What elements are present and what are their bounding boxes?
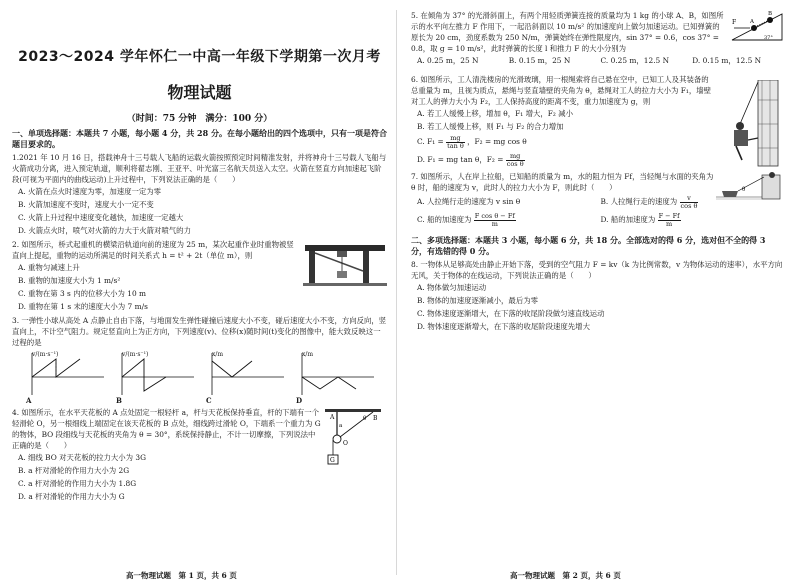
option-a: A. 0.25 m，25 N bbox=[417, 56, 479, 65]
footer-left: 高一物理试题 第 1 页，共 6 页 bbox=[126, 571, 237, 580]
question-stem: 4. 如图所示，在水平天花板的 A 点处固定一根轻杆 a，杆与天花板保持垂直，杆的下端有一个轻滑轮 O，另一根细线上端固定在该天花板的 B 点处，细线跨过滑轮 O，下端系一个重力为 G 的物体，BO 段细线与天花板的夹角为 θ = 30°，系统保持静止，不计一切摩擦，下列说法中正确的是（ ） bbox=[12, 408, 321, 450]
question-6 bbox=[411, 74, 784, 169]
option-b-fraction bbox=[680, 195, 699, 210]
graph-d-plot bbox=[296, 351, 376, 399]
option-a: A. 物体做匀加速运动 bbox=[417, 283, 487, 292]
option-d-num: mg bbox=[506, 153, 525, 161]
window-cleaner-figure bbox=[718, 80, 780, 168]
option-c-num: mg bbox=[446, 135, 465, 143]
section-desc: ：本题共 3 小题，每小题 6 分，共 18 分。全部选对的得 6 分，选对但不全的得 3 分，有选错的得 0 分。 bbox=[411, 235, 766, 256]
graph-b-label: B bbox=[116, 396, 122, 405]
option-a: A. 细线 BO 对天花板的拉力大小为 3G bbox=[18, 453, 147, 462]
question-4 bbox=[12, 407, 387, 503]
section-desc: ：本题共 7 小题，每小题 4 分，共 28 分。在每小题给出的四个选项中，只有一项是符合题目要求的。 bbox=[12, 128, 387, 149]
graph-c-plot bbox=[206, 351, 286, 399]
pulley-label-rod: a bbox=[339, 423, 343, 429]
question-7-options-cd bbox=[411, 211, 784, 229]
option-d: D. 火箭点火时，喷气对火箭的力大于火箭对喷气的力 bbox=[18, 226, 191, 235]
graph-c bbox=[206, 351, 286, 405]
option-b: B. 0.15 m，25 N bbox=[508, 56, 571, 65]
footer-right: 高一物理试题 第 2 页，共 6 页 bbox=[510, 571, 621, 580]
option-c-prefix: C. 船的加速度为 bbox=[417, 215, 472, 224]
option-b-num: v bbox=[680, 195, 699, 203]
section-single-choice bbox=[12, 128, 387, 150]
incline-label-b: B bbox=[768, 11, 773, 17]
incline-figure bbox=[730, 10, 784, 44]
incline-label-f: F bbox=[732, 19, 737, 26]
crane-figure bbox=[303, 241, 387, 287]
option-d-prefix: D. F₁ = mg tan θ，F₂ = bbox=[417, 155, 504, 164]
option-a: A. 火箭在点火时速度为零，加速度一定为零 bbox=[18, 187, 162, 196]
pulley-figure bbox=[323, 407, 383, 469]
graph-d-axis: x/m bbox=[302, 351, 314, 358]
section-title: 二、多项选择题 bbox=[411, 236, 467, 245]
pulley-label-g: G bbox=[330, 457, 335, 464]
option-a: A. 人拉绳行走的速度为 v sin θ bbox=[417, 197, 521, 206]
exam-subject: 物理试题 bbox=[167, 83, 232, 102]
question-stem: 7. 如图所示，人在岸上拉船，已知船的质量为 m，水的阻力恒为 Ff，当轻绳与水面的夹角为 θ 时，船的速度为 v，此时人的拉力大小为 F，则此时（ ） bbox=[411, 172, 714, 192]
pulley-label-theta: θ bbox=[363, 416, 367, 422]
option-d-num: F − Ff bbox=[658, 211, 680, 220]
option-b: B. 若工人缓慢上移，则 F₁ 与 F₂ 的合力增加 bbox=[417, 122, 564, 131]
option-d-fraction bbox=[658, 213, 681, 228]
graph-a-label: A bbox=[26, 396, 32, 405]
question-stem: 1.2021 年 10 月 16 日，搭载神舟十三号载人飞船的运载火箭按照预定时间精准发射，并将神舟十三号载人飞船与火箭成功分离，进入预定轨道，顺利将翟志刚、王亚平、叶光富三名航天员送入太空。火箭在竖直方向加速起飞阶段(可视为平面内的曲线运动)上升过程中，下列说法正确的是（ ） bbox=[12, 153, 387, 184]
option-c bbox=[417, 211, 601, 229]
option-c-fraction bbox=[474, 213, 516, 228]
option-d-fraction bbox=[506, 153, 525, 168]
exam-meta: （时间：75 分钟 满分：100 分） bbox=[126, 114, 273, 124]
option-d: D. 0.15 m，12.5 N bbox=[692, 56, 762, 65]
incline-label-a: A bbox=[750, 19, 754, 25]
option-d: D. 物体速度逐渐增大，在下落的收尾阶段速度先增大 bbox=[417, 322, 590, 331]
question-2 bbox=[12, 239, 387, 313]
graph-b-plot bbox=[116, 351, 196, 399]
exam-title: 2023～2024 学年怀仁一中高一年级下学期第一次月考 bbox=[18, 49, 381, 65]
question-stem: 6. 如图所示，工人清洗楼房的光滑玻璃，用一根绳索将自己悬在空中，已知工人及其装备的总重量为 m，且视为质点，悬绳与竖直墙壁的夹角为 θ，悬绳对工人的拉力大小为 F₁，墙壁对工人的弹力大小为 F₂，工人保持高度的距离不变，重力加速度为 g，则 bbox=[411, 75, 712, 106]
graph-c-label: C bbox=[206, 396, 212, 405]
option-b-prefix: B. 人拉绳行走的速度为 bbox=[600, 197, 678, 206]
pulley-label-a: A bbox=[330, 414, 335, 421]
incline-label-angle: 37° bbox=[764, 35, 773, 41]
boat-figure bbox=[716, 171, 782, 201]
option-b: B. 火箭加速度不变时，速度大小一定不变 bbox=[18, 200, 154, 209]
graph-d bbox=[296, 351, 376, 405]
question-5-options bbox=[411, 54, 784, 68]
option-c: C. a 杆对滑轮的作用力大小为 1.8G bbox=[18, 479, 137, 488]
option-d: D. a 杆对滑轮的作用力大小为 G bbox=[18, 492, 125, 501]
graph-a bbox=[26, 351, 106, 405]
question-3 bbox=[12, 315, 387, 405]
option-d-den: m bbox=[666, 219, 673, 228]
graph-b bbox=[116, 351, 196, 405]
graph-options bbox=[12, 351, 387, 405]
option-c-suffix: ，F₂ = mg cos θ bbox=[467, 137, 527, 146]
section-multi-choice bbox=[411, 235, 784, 257]
graph-d-label: D bbox=[296, 396, 303, 405]
option-b-den: cos θ bbox=[680, 201, 698, 210]
boat-label-theta: θ bbox=[742, 187, 746, 193]
question-5 bbox=[411, 10, 784, 68]
graph-c-axis: x/m bbox=[212, 351, 224, 358]
option-d bbox=[601, 211, 785, 229]
option-a: A. 若工人缓慢上移，增加 θ，F₁ 增大，F₂ 减小 bbox=[417, 109, 573, 118]
option-b: B. 重物的加速度大小为 1 m/s² bbox=[18, 276, 121, 285]
option-c-prefix: C. F₁ = bbox=[417, 137, 444, 146]
option-c-num: F cos θ − Ff bbox=[474, 211, 515, 220]
option-d-den: cos θ bbox=[506, 159, 524, 168]
option-b: B. 物体的加速度逐渐减小，最后为零 bbox=[417, 296, 538, 305]
option-c: C. 火箭上升过程中速度变化越快，加速度一定越大 bbox=[18, 213, 184, 222]
option-c-den: m bbox=[491, 219, 498, 228]
graph-b-axis: v/(m·s⁻¹) bbox=[122, 351, 149, 358]
question-stem: 8. 一物体从足够高处由静止开始下落，受到的空气阻力 F = kv（k 为比例常数，v 为物体运动的速率），水平方向无风，关于物体的在线运动，下列说法正确的是（ ） bbox=[411, 260, 783, 280]
option-b: B. a 杆对滑轮的作用力大小为 2G bbox=[18, 466, 130, 475]
question-stem: 3. 一弹性小球从高处 A 点静止自由下落，与地面发生弹性碰撞后速度大小不变，碰后速度大小不变，方向反向，竖直向上，不计空气阻力。规定竖直向上为正方向，下列速度(v)、位移(x)随时间(t)变化的图像中，能大致反映这一过程的是 bbox=[12, 316, 387, 347]
question-stem: 5. 在倾角为 37° 的光滑斜面上，有两个用轻质弹簧连接的质量均为 1 kg 的小球 A、B，如图所示的水平向左推力 F 作用下，一起沿斜面以 10 m/s² 的加速度向上做匀加速运动。已知弹簧的原长为 20 cm，劲度系数为 250 N/m，弹簧始终在弹性限度内，sin 37° = 0.6，cos 37° = 0.8，取 g = 10 m/s²，此时弹簧的长度 l 和推力 F 的大小分别为 bbox=[411, 11, 724, 53]
option-c-fraction bbox=[446, 135, 465, 150]
option-c-den: tan θ bbox=[447, 141, 464, 150]
graph-a-axis: v/(m·s⁻¹) bbox=[32, 351, 59, 358]
page-right bbox=[397, 0, 794, 587]
option-a: A. 重物匀减速上升 bbox=[18, 263, 80, 272]
question-8 bbox=[411, 259, 784, 333]
option-c: C. 重物在第 3 s 内的位移大小为 10 m bbox=[18, 289, 147, 298]
option-c: C. 物体速度逐渐增大，在下落的收尾阶段做匀速直线运动 bbox=[417, 309, 605, 318]
option-c: C. 0.25 m，12.5 N bbox=[600, 56, 670, 65]
graph-a-plot bbox=[26, 351, 106, 399]
option-d: D. 重物在第 1 s 末的速度大小为 7 m/s bbox=[18, 302, 148, 311]
pulley-label-b: B bbox=[373, 415, 378, 422]
question-1 bbox=[12, 152, 387, 237]
question-stem: 2. 如图所示，桥式起重机的横梁沿轨道向前的速度为 25 m，某次起重作业时重物被竖直向上提起，重物的运动所满足的时间关系式 h = t² + 2t（单位 m），则 bbox=[12, 240, 294, 260]
pulley-label-o: O bbox=[343, 440, 348, 447]
option-d-prefix: D. 船的加速度为 bbox=[600, 215, 656, 224]
section-title: 一、单项选择题 bbox=[12, 129, 68, 138]
question-7 bbox=[411, 171, 784, 229]
